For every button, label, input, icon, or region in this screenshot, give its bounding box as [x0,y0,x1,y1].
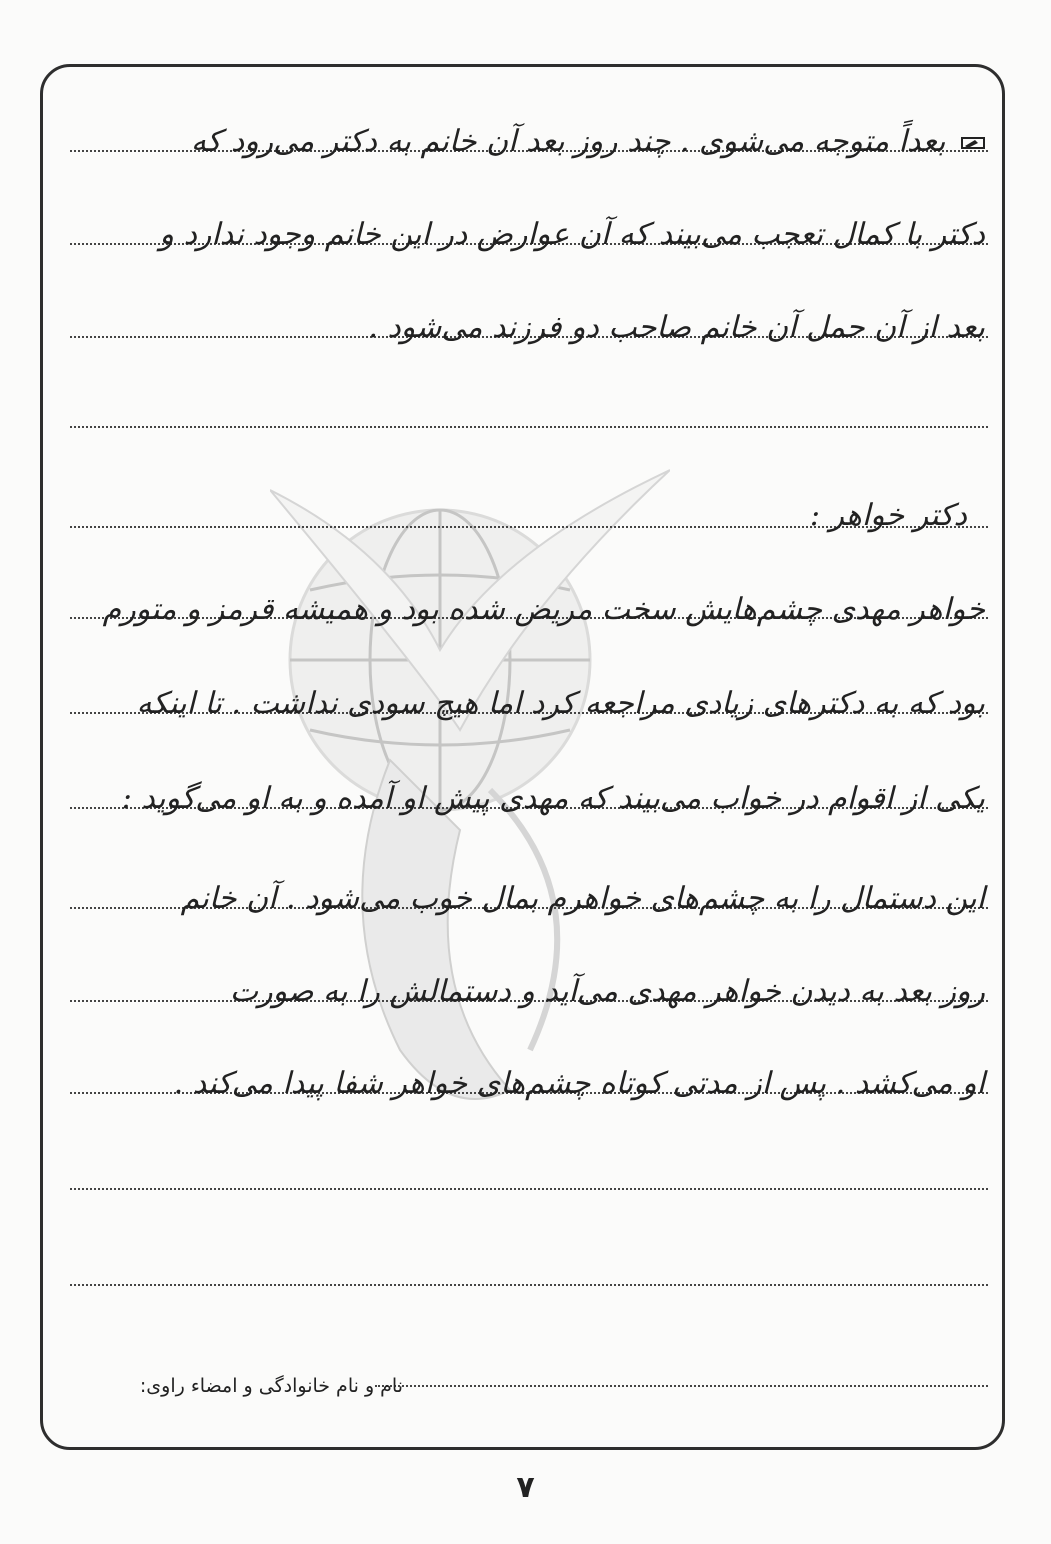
handwritten-line-2: دکتر با کمال تعجب می‌بیند که آن عوارض در این خانم وجود ندارد و [159,217,985,252]
handwritten-line-7: یکی از اقوام در خواب می‌بیند که مهدی پیش او آمده و به او می‌گوید : [121,781,985,816]
handwritten-line-1 [191,122,985,162]
handwritten-line-9: روز بعد به دیدن خواهر مهدی می‌آید و دستمالش را به صورت [229,974,985,1009]
handwritten-line-10: او می‌کشد . پس از مدتی کوتاه چشم‌های خواهر شفا پیدا می‌کند . [173,1066,985,1101]
handwritten-line-3: بعد از آن حمل آن خانم صاحب دو فرزند می‌شود . [368,310,985,345]
handwritten-line-5: خواهر مهدی چشم‌هایش سخت مریض شده بود و همیشه قرمز و متورم [102,592,985,627]
handwritten-section-heading: دکتر خواهر : [809,498,967,533]
page-number: ۷ [516,1470,535,1505]
handwritten-line-1-text: بعداً متوجه می‌شوی . چند روز بعد آن خانم به دکتر می‌رود که [190,124,946,159]
writing-line-12 [70,1188,988,1190]
signature-line [375,1385,988,1387]
narrator-signature-label: نام و نام خانوادگی و امضاء راوی: [139,1375,403,1397]
handwritten-line-6: بود که به دکترهای زیادی مراجعه کرد اما هیچ سودی نداشت . تا اینکه [136,686,985,721]
pen-icon [961,135,985,151]
writing-line-4 [70,426,988,428]
handwritten-line-8: این دستمال را به چشم‌های خواهرم بمال خوب می‌شود . آن خانم [180,881,985,916]
writing-line-13 [70,1284,988,1286]
